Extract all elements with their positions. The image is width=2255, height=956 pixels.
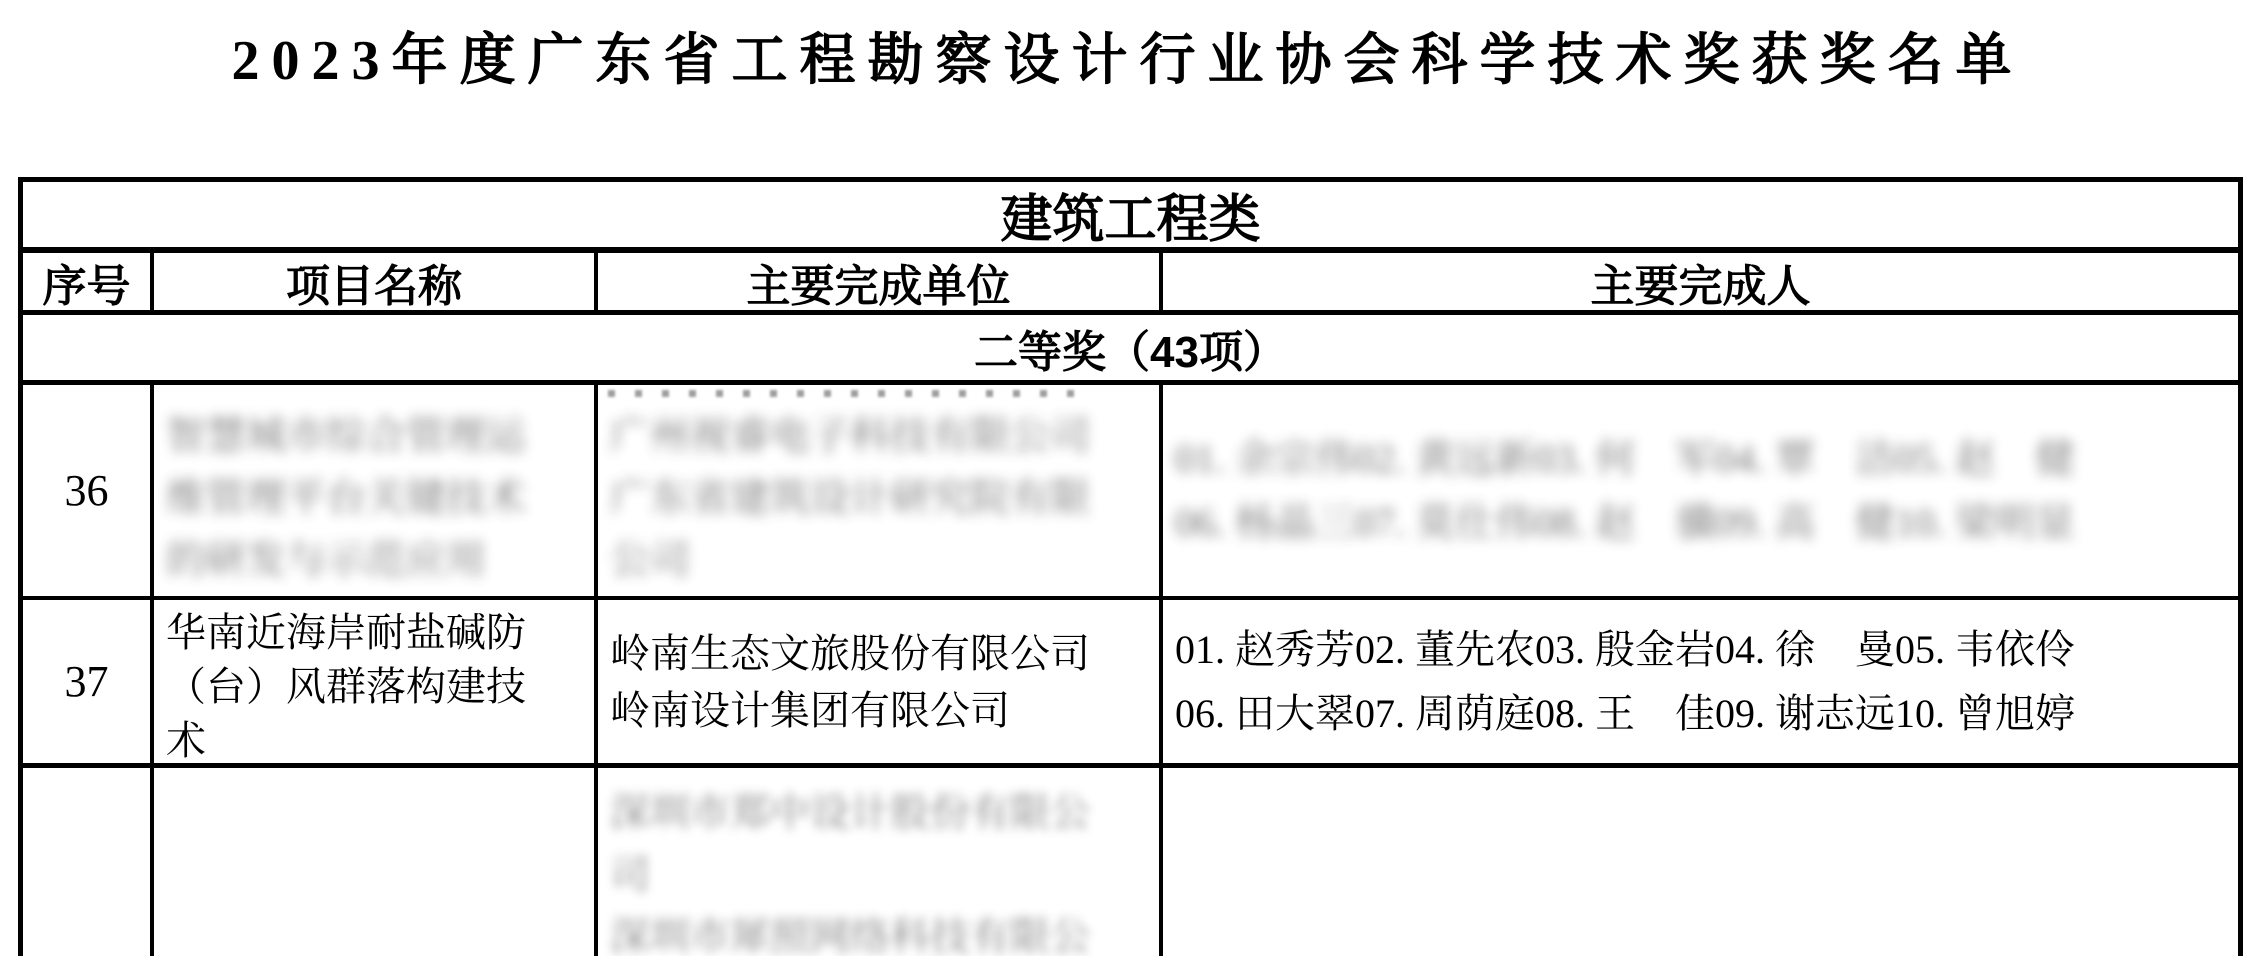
row37-unit-line: 岭南生态文旅股份有限公司 [610,630,1090,676]
category-label: 建筑工程类 [1000,191,1261,247]
partial-unit-line: 司 [610,852,650,897]
col-header-people [1163,253,2238,310]
row37-project-cell [154,600,598,763]
row36-project-line: 维管理平台关键技术 [166,475,526,520]
row37-unit-line: 岭南设计集团有限公司 [610,687,1010,733]
row37-project-line: （台）风群落构建技 [166,664,526,709]
row36-people-cell [1163,385,2238,596]
partial-unit-cell [598,768,1163,956]
row37-unit-cell [598,600,1163,763]
row36-project-cell [154,385,598,596]
row36-people-line: 06. 杨晶三07. 莫仕伟08. 赵 骥09. 高 健10. 梁明显 [1175,499,2075,545]
row36-unit-line: 广东省建筑设计研究院有限 [610,475,1090,520]
partial-people-cell [1163,768,2238,956]
col-header-project [154,253,598,310]
row37-people-line: 01. 赵秀芳02. 董先农03. 殷金岩04. 徐 曼05. 韦依伶 [1175,626,2075,672]
partial-project-cell [154,768,598,956]
row36-unit-line: 公司 [610,537,690,582]
table-row-36 [23,385,2238,600]
row36-seq-cell [23,385,154,596]
column-header-row [23,253,2238,315]
row36-seq: 36 [64,466,109,515]
table-row-partial [23,768,2238,956]
category-row [23,182,2238,253]
row37-seq: 37 [64,657,109,706]
row37-project-line: 华南近海岸耐盐碱防 [166,610,526,655]
partial-seq-cell [23,768,154,956]
row36-project-line: 的研发与示范应用 [166,537,486,582]
award-tier-label: 二等奖（43项） [974,327,1287,377]
category-cell [23,182,2238,247]
row37-people-cell [1163,600,2238,763]
award-tier-cell [23,315,2238,380]
col-header-project-label: 项目名称 [286,261,462,310]
row37-project-line: 术 [166,718,206,763]
row36-unit-cell [598,385,1163,596]
row36-unit-line: 广州视睿电子科技有限公司 [610,413,1090,458]
partial-unit-line: 深圳市郑中设计股份有限公 [610,790,1090,835]
row36-people-line: 01. 余宗伟02. 黄远新03. 何 军04. 覃 洁05. 赵 健 [1175,435,2075,481]
award-table [18,177,2243,956]
row37-seq-cell [23,600,154,763]
col-header-unit-label: 主要完成单位 [746,261,1011,310]
blur-artifact-dots [608,390,1078,397]
row37-people-line: 06. 田大翠07. 周荫庭08. 王 佳09. 谢志远10. 曾旭婷 [1175,690,2075,736]
col-header-seq-label: 序号 [42,261,131,310]
col-header-people-label: 主要完成人 [1590,261,1811,310]
col-header-seq [23,253,154,310]
document-title: 2023年度广东省工程勘察设计行业协会科学技术奖获奖名单 [231,30,2024,92]
col-header-unit [598,253,1163,310]
table-row-37 [23,600,2238,768]
award-tier-row [23,315,2238,385]
row36-project-line: 智慧城市综合管理运 [166,413,526,458]
partial-unit-line: 深圳市犀照网络科技有限公 [610,914,1090,956]
